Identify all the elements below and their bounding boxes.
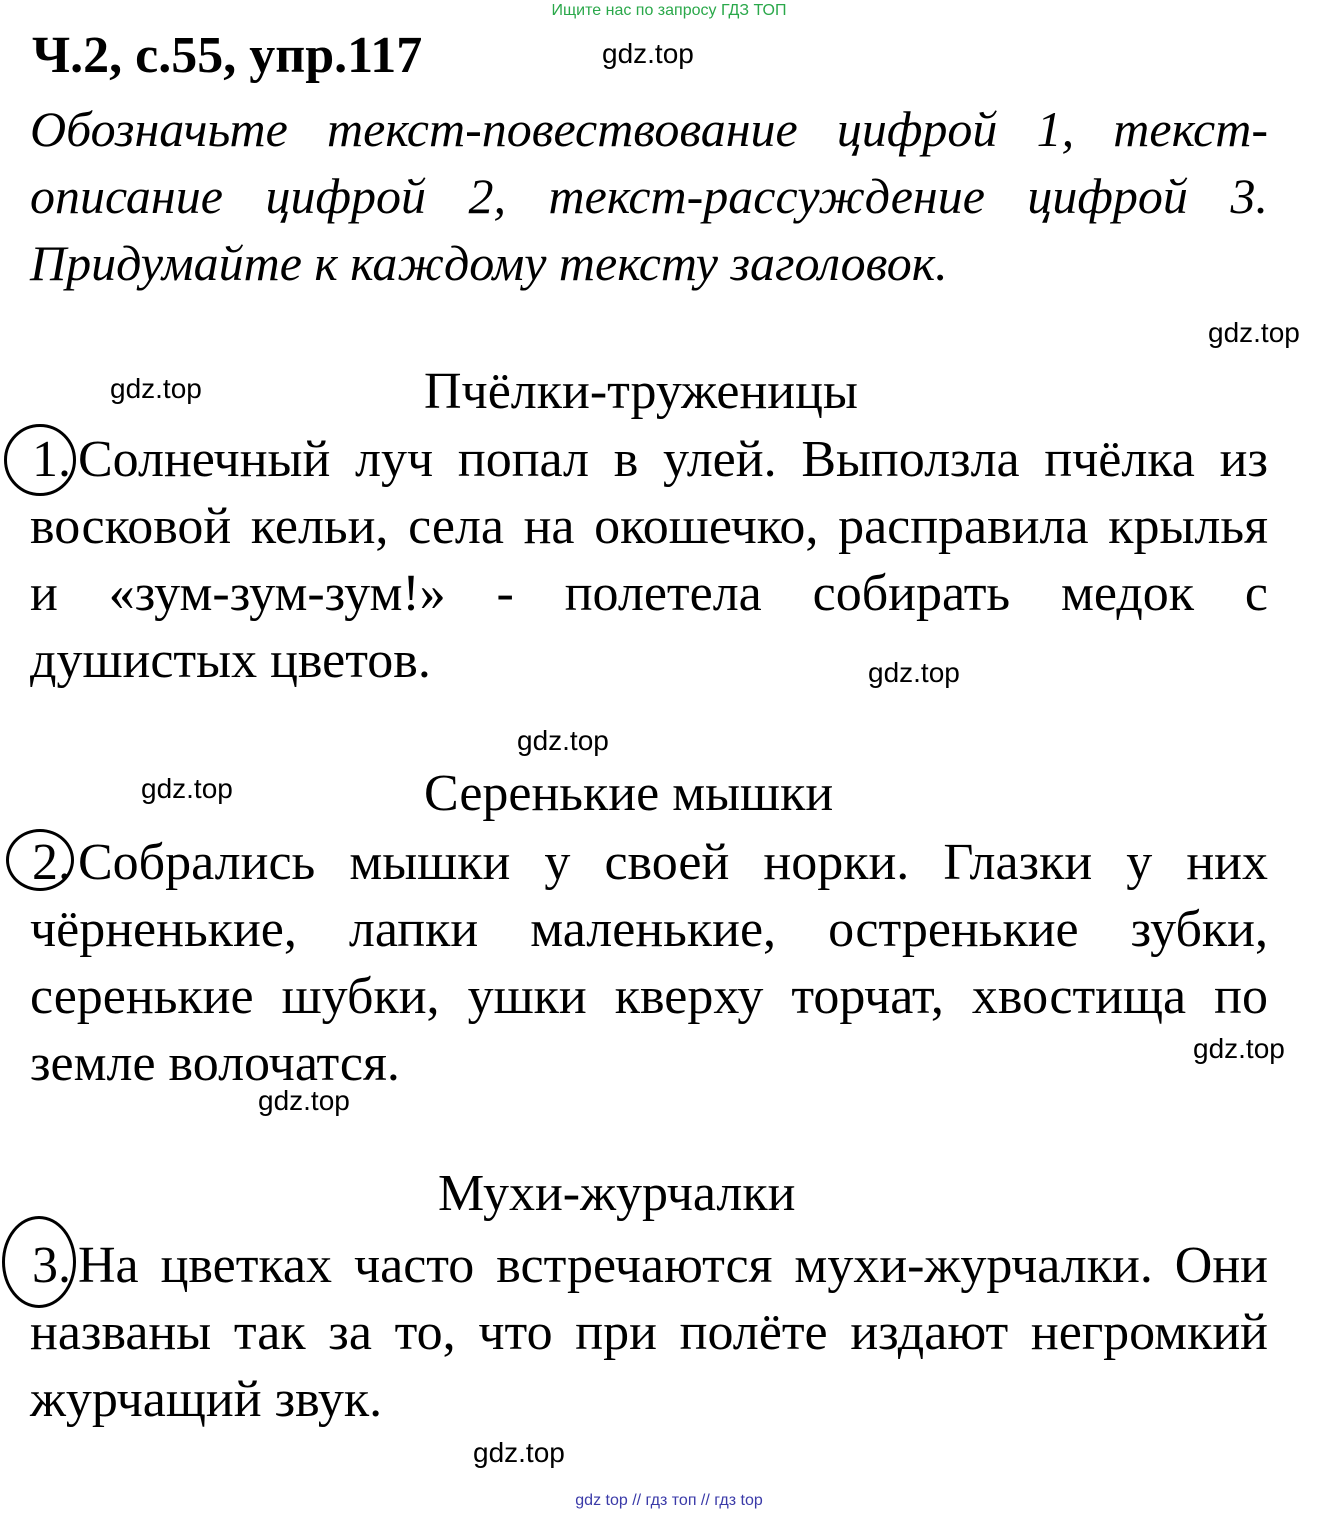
task-instruction: Обозначьте текст-повествование цифрой 1, текст-описание цифрой 2, текст-рассуждение цифрой 3. Придумайте к каждому тексту заголовок. — [30, 101, 1268, 291]
watermark: gdz.top — [473, 1437, 565, 1468]
text-2-body: Собрались мышки у своей норки. Глазки у них чёрненькие, лапки маленькие, остренькие зубки, серенькие шубки, ушки кверху торчат, хвостища по земле волочатся. — [30, 834, 1268, 1092]
footer-links[interactable]: gdz top // гдз топ // гдз top — [575, 1492, 763, 1509]
watermark: gdz.top — [141, 773, 233, 804]
answer-circle — [2, 1216, 76, 1308]
text-2-number: 2. — [32, 834, 71, 891]
answer-circle — [6, 829, 74, 891]
watermark: gdz.top — [517, 725, 609, 756]
top-banner[interactable]: Ищите нас по запросу ГДЗ ТОП — [551, 2, 787, 19]
answer-circle — [4, 424, 76, 496]
text-3-body-block — [30, 1232, 1268, 1433]
text-3-body: На цветках часто встречаются мухи-журчалки. Они названы так за то, что при полёте издают негромкий журчащий звук. — [30, 1237, 1268, 1428]
text-3-heading: Мухи-журчалки — [438, 1165, 796, 1222]
watermark: gdz.top — [258, 1085, 350, 1116]
text-1-number: 1. — [32, 431, 71, 488]
text-1-heading: Пчёлки-труженицы — [424, 363, 858, 420]
text-3-number: 3. — [32, 1237, 71, 1294]
watermark: gdz.top — [110, 373, 202, 404]
page-title: Ч.2, с.55, упр.117 — [32, 27, 423, 84]
text-2-body-block — [30, 829, 1268, 1097]
text-1-body: Солнечный луч попал в улей. Выползла пчёлка из восковой кельи, села на окошечко, расправила крылья и «зум-зум-зум!» - полетела собирать медок с душистых цветов. — [30, 431, 1268, 689]
watermark: gdz.top — [868, 657, 960, 688]
watermark: gdz.top — [1193, 1033, 1285, 1064]
watermark: gdz.top — [1208, 317, 1300, 348]
text-1-body-block — [30, 426, 1268, 694]
watermark: gdz.top — [602, 38, 694, 69]
text-2-heading: Серенькие мышки — [424, 765, 834, 822]
